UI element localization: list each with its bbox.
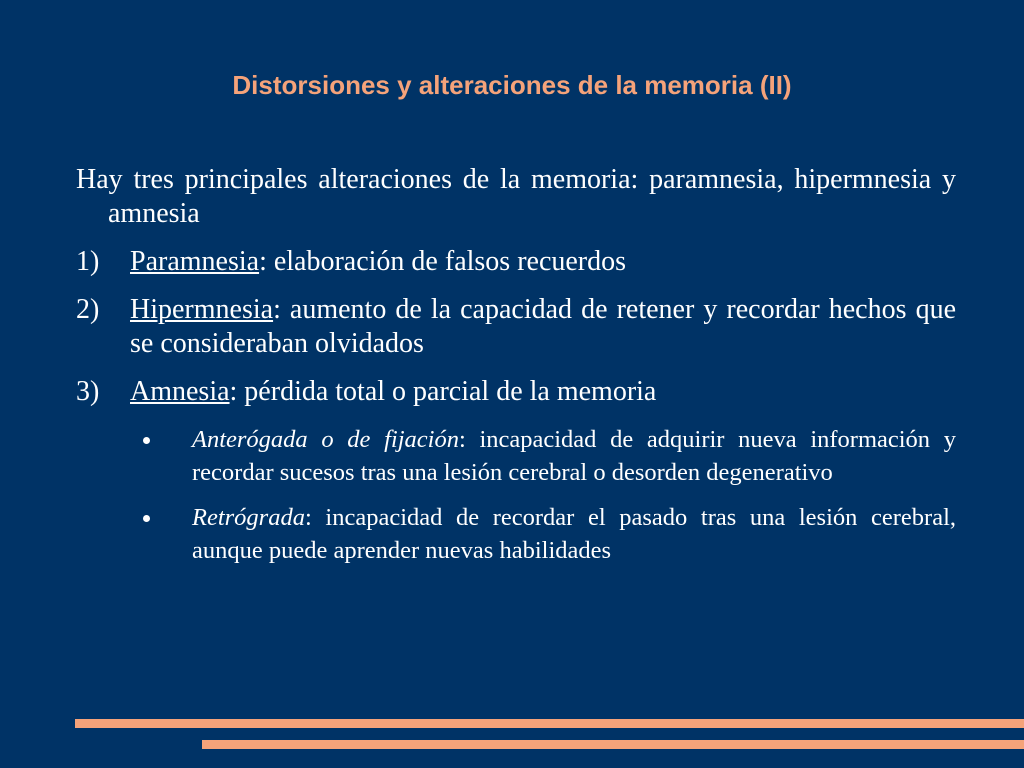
decorative-bar-bottom [202, 740, 1024, 749]
bullet-icon [143, 515, 150, 522]
subitem-text [192, 423, 956, 489]
bullet-icon [143, 437, 150, 444]
subitem-description: : incapacidad de recordar el pasado tras una lesión cerebral, aunque puede aprender nuevas habilidades [192, 504, 956, 564]
item-description: : aumento de la capacidad de retener y recordar hechos que se consideraban olvidados [130, 294, 956, 359]
list-item-paramnesia [76, 245, 956, 279]
item-description: : pérdida total o parcial de la memoria [229, 376, 657, 407]
subitem-text [192, 501, 956, 567]
item-term: Hipermnesia [130, 294, 274, 325]
item-text [130, 245, 956, 279]
slide-content [76, 163, 956, 579]
list-item-retrograda [76, 501, 956, 567]
item-term: Amnesia [130, 376, 230, 407]
item-description: : elaboración de falsos recuerdos [259, 246, 627, 277]
decorative-bar-top [75, 719, 1024, 728]
subitem-term: Anterógada o de fijación [192, 426, 459, 453]
item-number: 2) [76, 294, 100, 325]
item-number: 3) [76, 376, 100, 407]
list-item-amnesia [76, 375, 956, 409]
list-item-hipermnesia [76, 293, 956, 361]
slide-title: Distorsiones y alteraciones de la memoria (II) [232, 70, 792, 100]
item-term: Paramnesia [130, 246, 260, 277]
intro-text: Hay tres principales alteraciones de la memoria: paramnesia, hipermnesia y amnesia [76, 164, 956, 229]
subitem-term: Retrógrada [192, 504, 305, 531]
item-number: 1) [76, 246, 100, 277]
subitem-description: : incapacidad de adquirir nueva información y recordar sucesos tras una lesión cerebral o desorden degenerativo [192, 426, 956, 486]
item-text [130, 293, 956, 361]
amnesia-subtypes [76, 423, 956, 567]
list-item-anterograda [76, 423, 956, 489]
item-text [130, 375, 956, 409]
